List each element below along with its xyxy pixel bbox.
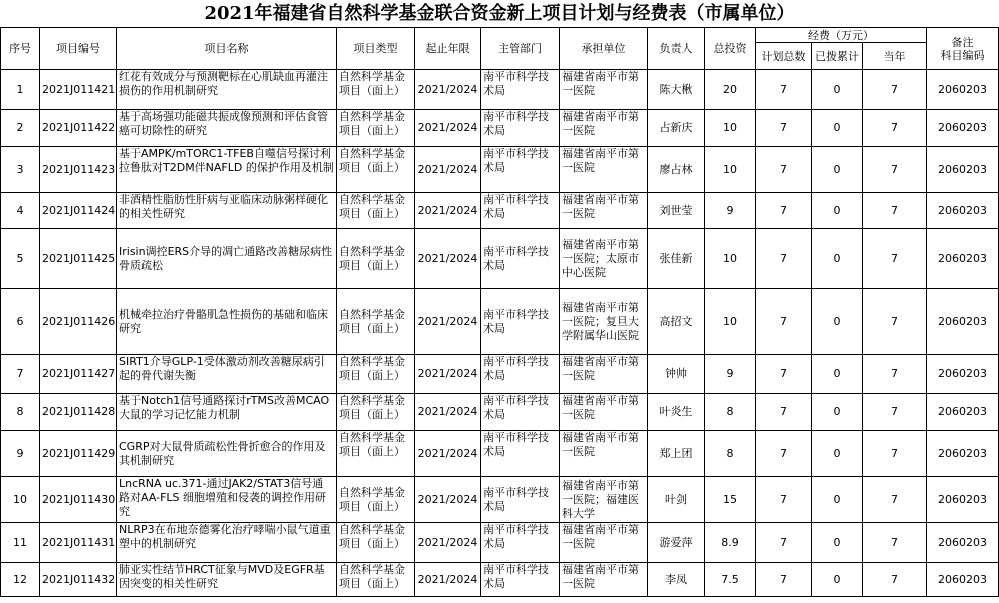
cell-type: 自然科学基金项目（面上） bbox=[337, 477, 415, 523]
cell-leader: 叶剑 bbox=[648, 477, 705, 523]
cell-alloc: 0 bbox=[812, 147, 863, 193]
cell-alloc: 0 bbox=[812, 477, 863, 523]
cell-name: 基于Notch1信号通路探讨rTMS改善MCAO大鼠的学习记忆能力机制 bbox=[117, 394, 337, 431]
header-years: 起止年限 bbox=[415, 28, 481, 70]
table-row bbox=[1, 289, 999, 355]
cell-name: 红花有效成分与预测靶标在心肌缺血再灌注损伤的作用机制研究 bbox=[117, 70, 337, 110]
cell-alloc: 0 bbox=[812, 431, 863, 477]
cell-type: 自然科学基金项目（面上） bbox=[337, 563, 415, 597]
cell-invest: 10 bbox=[705, 229, 756, 289]
cell-dept: 南平市科学技术局 bbox=[481, 147, 560, 193]
cell-code: 2021J011431 bbox=[40, 523, 117, 563]
cell-years: 2021/2024 bbox=[415, 431, 481, 477]
page-title: 2021年福建省自然科学基金联合资金新上项目计划与经费表（市属单位） bbox=[204, 3, 795, 24]
cell-invest: 7.5 bbox=[705, 563, 756, 597]
header-type: 项目类型 bbox=[337, 28, 415, 70]
cell-alloc: 0 bbox=[812, 70, 863, 110]
header-code: 项目编号 bbox=[40, 28, 117, 70]
cell-remark: 2060203 bbox=[927, 563, 999, 597]
cell-leader: 李凤 bbox=[648, 563, 705, 597]
cell-remark: 2060203 bbox=[927, 289, 999, 355]
cell-unit: 福建省南平市第一医院；复旦大学附属华山医院 bbox=[560, 289, 648, 355]
cell-type: 自然科学基金项目（面上） bbox=[337, 289, 415, 355]
cell-cur: 7 bbox=[863, 70, 927, 110]
cell-years: 2021/2024 bbox=[415, 110, 481, 147]
cell-invest: 8 bbox=[705, 431, 756, 477]
cell-dept: 南平市科学技术局 bbox=[481, 477, 560, 523]
cell-dept: 南平市科学技术局 bbox=[481, 193, 560, 229]
cell-unit: 福建省南平市第一医院 bbox=[560, 193, 648, 229]
table-row bbox=[1, 394, 999, 431]
cell-seq: 2 bbox=[1, 110, 40, 147]
cell-remark: 2060203 bbox=[927, 477, 999, 523]
table-row bbox=[1, 147, 999, 193]
cell-invest: 9 bbox=[705, 355, 756, 394]
cell-invest: 15 bbox=[705, 477, 756, 523]
cell-name: 肺亚实性结节HRCT征象与MVD及EGFR基因突变的相关性研究 bbox=[117, 563, 337, 597]
cell-name: LncRNA uc.371-通过JAK2/STAT3信号通路对AA-FLS 细胞增殖和侵袭的调控作用研究 bbox=[117, 477, 337, 523]
cell-dept: 南平市科学技术局 bbox=[481, 355, 560, 394]
table-row bbox=[1, 110, 999, 147]
cell-years: 2021/2024 bbox=[415, 289, 481, 355]
cell-code: 2021J011428 bbox=[40, 394, 117, 431]
cell-code: 2021J011422 bbox=[40, 110, 117, 147]
cell-years: 2021/2024 bbox=[415, 229, 481, 289]
cell-alloc: 0 bbox=[812, 355, 863, 394]
cell-cur: 7 bbox=[863, 563, 927, 597]
table-row bbox=[1, 70, 999, 110]
project-table bbox=[0, 27, 999, 597]
header-allocated: 已拨累计 bbox=[812, 43, 863, 70]
cell-years: 2021/2024 bbox=[415, 147, 481, 193]
cell-name: 基于高场强功能磁共振成像预测和评估食管癌可切除性的研究 bbox=[117, 110, 337, 147]
cell-seq: 1 bbox=[1, 70, 40, 110]
cell-invest: 8.9 bbox=[705, 523, 756, 563]
cell-unit: 福建省南平市第一医院 bbox=[560, 110, 648, 147]
cell-unit: 福建省南平市第一医院 bbox=[560, 355, 648, 394]
cell-dept: 南平市科学技术局 bbox=[481, 289, 560, 355]
cell-seq: 6 bbox=[1, 289, 40, 355]
cell-leader: 叶炎生 bbox=[648, 394, 705, 431]
cell-plan: 7 bbox=[756, 563, 812, 597]
cell-dept: 南平市科学技术局 bbox=[481, 523, 560, 563]
cell-dept: 南平市科学技术局 bbox=[481, 229, 560, 289]
cell-code: 2021J011429 bbox=[40, 431, 117, 477]
cell-leader: 占新庆 bbox=[648, 110, 705, 147]
cell-remark: 2060203 bbox=[927, 523, 999, 563]
cell-years: 2021/2024 bbox=[415, 563, 481, 597]
cell-years: 2021/2024 bbox=[415, 70, 481, 110]
cell-alloc: 0 bbox=[812, 394, 863, 431]
cell-invest: 8 bbox=[705, 394, 756, 431]
cell-seq: 9 bbox=[1, 431, 40, 477]
cell-cur: 7 bbox=[863, 229, 927, 289]
header-seq: 序号 bbox=[1, 28, 40, 70]
cell-seq: 4 bbox=[1, 193, 40, 229]
cell-seq: 12 bbox=[1, 563, 40, 597]
cell-cur: 7 bbox=[863, 523, 927, 563]
header-current: 当年 bbox=[863, 43, 927, 70]
cell-invest: 20 bbox=[705, 70, 756, 110]
cell-unit: 福建省南平市第一医院；太原市中心医院 bbox=[560, 229, 648, 289]
cell-leader: 游爱萍 bbox=[648, 523, 705, 563]
cell-remark: 2060203 bbox=[927, 394, 999, 431]
cell-seq: 7 bbox=[1, 355, 40, 394]
cell-name: CGRP对大鼠骨质疏松性骨折愈合的作用及其机制研究 bbox=[117, 431, 337, 477]
cell-remark: 2060203 bbox=[927, 147, 999, 193]
cell-seq: 10 bbox=[1, 477, 40, 523]
cell-type: 自然科学基金项目（面上） bbox=[337, 147, 415, 193]
cell-name: 机械牵拉治疗骨骼肌急性损伤的基础和临床研究 bbox=[117, 289, 337, 355]
cell-plan: 7 bbox=[756, 229, 812, 289]
cell-leader: 廖占林 bbox=[648, 147, 705, 193]
cell-plan: 7 bbox=[756, 355, 812, 394]
cell-type: 自然科学基金项目（面上） bbox=[337, 523, 415, 563]
cell-code: 2021J011423 bbox=[40, 147, 117, 193]
cell-plan: 7 bbox=[756, 394, 812, 431]
table-row bbox=[1, 563, 999, 597]
cell-years: 2021/2024 bbox=[415, 394, 481, 431]
cell-plan: 7 bbox=[756, 431, 812, 477]
cell-invest: 10 bbox=[705, 147, 756, 193]
cell-cur: 7 bbox=[863, 193, 927, 229]
cell-type: 自然科学基金项目（面上） bbox=[337, 70, 415, 110]
header-remark: 备注 科目编码 bbox=[927, 28, 999, 70]
cell-name: 基于AMPK/mTORC1-TFEB自噬信号探讨利拉鲁肽对T2DM伴NAFLD 的保护作用及机制 bbox=[117, 147, 337, 193]
cell-seq: 5 bbox=[1, 229, 40, 289]
cell-unit: 福建省南平市第一医院 bbox=[560, 431, 648, 477]
header-leader: 负责人 bbox=[648, 28, 705, 70]
header-plan-total: 计划总数 bbox=[756, 43, 812, 70]
cell-type: 自然科学基金项目（面上） bbox=[337, 355, 415, 394]
cell-leader: 陈大楸 bbox=[648, 70, 705, 110]
cell-type: 自然科学基金项目（面上） bbox=[337, 229, 415, 289]
cell-dept: 南平市科学技术局 bbox=[481, 394, 560, 431]
cell-plan: 7 bbox=[756, 193, 812, 229]
cell-code: 2021J011426 bbox=[40, 289, 117, 355]
cell-dept: 南平市科学技术局 bbox=[481, 70, 560, 110]
cell-name: 非酒精性脂肪性肝病与亚临床动脉粥样硬化的相关性研究 bbox=[117, 193, 337, 229]
cell-years: 2021/2024 bbox=[415, 523, 481, 563]
cell-unit: 福建省南平市第一医院 bbox=[560, 563, 648, 597]
cell-dept: 南平市科学技术局 bbox=[481, 110, 560, 147]
cell-years: 2021/2024 bbox=[415, 477, 481, 523]
cell-plan: 7 bbox=[756, 523, 812, 563]
cell-alloc: 0 bbox=[812, 110, 863, 147]
header-name: 项目名称 bbox=[117, 28, 337, 70]
cell-cur: 7 bbox=[863, 394, 927, 431]
cell-type: 自然科学基金项目（面上） bbox=[337, 110, 415, 147]
cell-remark: 2060203 bbox=[927, 193, 999, 229]
cell-invest: 10 bbox=[705, 110, 756, 147]
cell-invest: 9 bbox=[705, 193, 756, 229]
cell-leader: 郑上团 bbox=[648, 431, 705, 477]
cell-alloc: 0 bbox=[812, 289, 863, 355]
cell-alloc: 0 bbox=[812, 229, 863, 289]
cell-type: 自然科学基金项目（面上） bbox=[337, 394, 415, 431]
cell-unit: 福建省南平市第一医院 bbox=[560, 70, 648, 110]
cell-alloc: 0 bbox=[812, 193, 863, 229]
cell-type: 自然科学基金项目（面上） bbox=[337, 193, 415, 229]
cell-years: 2021/2024 bbox=[415, 355, 481, 394]
cell-cur: 7 bbox=[863, 431, 927, 477]
table-row bbox=[1, 431, 999, 477]
cell-remark: 2060203 bbox=[927, 431, 999, 477]
table-row bbox=[1, 477, 999, 523]
cell-cur: 7 bbox=[863, 110, 927, 147]
cell-remark: 2060203 bbox=[927, 70, 999, 110]
cell-seq: 11 bbox=[1, 523, 40, 563]
table-row bbox=[1, 355, 999, 394]
cell-years: 2021/2024 bbox=[415, 193, 481, 229]
cell-plan: 7 bbox=[756, 289, 812, 355]
header-funds: 经费（万元） bbox=[756, 28, 927, 43]
cell-dept: 南平市科学技术局 bbox=[481, 431, 560, 477]
header-unit: 承担单位 bbox=[560, 28, 648, 70]
cell-plan: 7 bbox=[756, 147, 812, 193]
table-row bbox=[1, 523, 999, 563]
cell-alloc: 0 bbox=[812, 563, 863, 597]
cell-cur: 7 bbox=[863, 289, 927, 355]
cell-alloc: 0 bbox=[812, 523, 863, 563]
cell-unit: 福建省南平市第一医院；福建医科大学 bbox=[560, 477, 648, 523]
cell-code: 2021J011424 bbox=[40, 193, 117, 229]
cell-unit: 福建省南平市第一医院 bbox=[560, 523, 648, 563]
cell-plan: 7 bbox=[756, 70, 812, 110]
cell-code: 2021J011427 bbox=[40, 355, 117, 394]
cell-leader: 刘世莹 bbox=[648, 193, 705, 229]
cell-name: Irisin调控ERS介导的凋亡通路改善糖尿病性骨质疏松 bbox=[117, 229, 337, 289]
cell-name: NLRP3在布地奈德雾化治疗哮喘小鼠气道重塑中的机制研究 bbox=[117, 523, 337, 563]
cell-leader: 张佳新 bbox=[648, 229, 705, 289]
cell-remark: 2060203 bbox=[927, 110, 999, 147]
cell-remark: 2060203 bbox=[927, 355, 999, 394]
cell-cur: 7 bbox=[863, 477, 927, 523]
cell-cur: 7 bbox=[863, 147, 927, 193]
cell-seq: 8 bbox=[1, 394, 40, 431]
cell-cur: 7 bbox=[863, 355, 927, 394]
cell-remark: 2060203 bbox=[927, 229, 999, 289]
cell-unit: 福建省南平市第一医院 bbox=[560, 394, 648, 431]
cell-name: SIRT1介导GLP-1受体激动剂改善糖尿病引起的骨代谢失衡 bbox=[117, 355, 337, 394]
cell-code: 2021J011432 bbox=[40, 563, 117, 597]
cell-dept: 南平市科学技术局 bbox=[481, 563, 560, 597]
header-dept: 主管部门 bbox=[481, 28, 560, 70]
cell-leader: 高招文 bbox=[648, 289, 705, 355]
cell-plan: 7 bbox=[756, 477, 812, 523]
cell-leader: 钟帅 bbox=[648, 355, 705, 394]
cell-code: 2021J011430 bbox=[40, 477, 117, 523]
header-invest: 总投资 bbox=[705, 28, 756, 70]
cell-code: 2021J011425 bbox=[40, 229, 117, 289]
cell-unit: 福建省南平市第一医院 bbox=[560, 147, 648, 193]
cell-code: 2021J011421 bbox=[40, 70, 117, 110]
table-row bbox=[1, 193, 999, 229]
cell-invest: 10 bbox=[705, 289, 756, 355]
cell-type: 自然科学基金项目（面上） bbox=[337, 431, 415, 477]
table-row bbox=[1, 229, 999, 289]
cell-seq: 3 bbox=[1, 147, 40, 193]
cell-plan: 7 bbox=[756, 110, 812, 147]
